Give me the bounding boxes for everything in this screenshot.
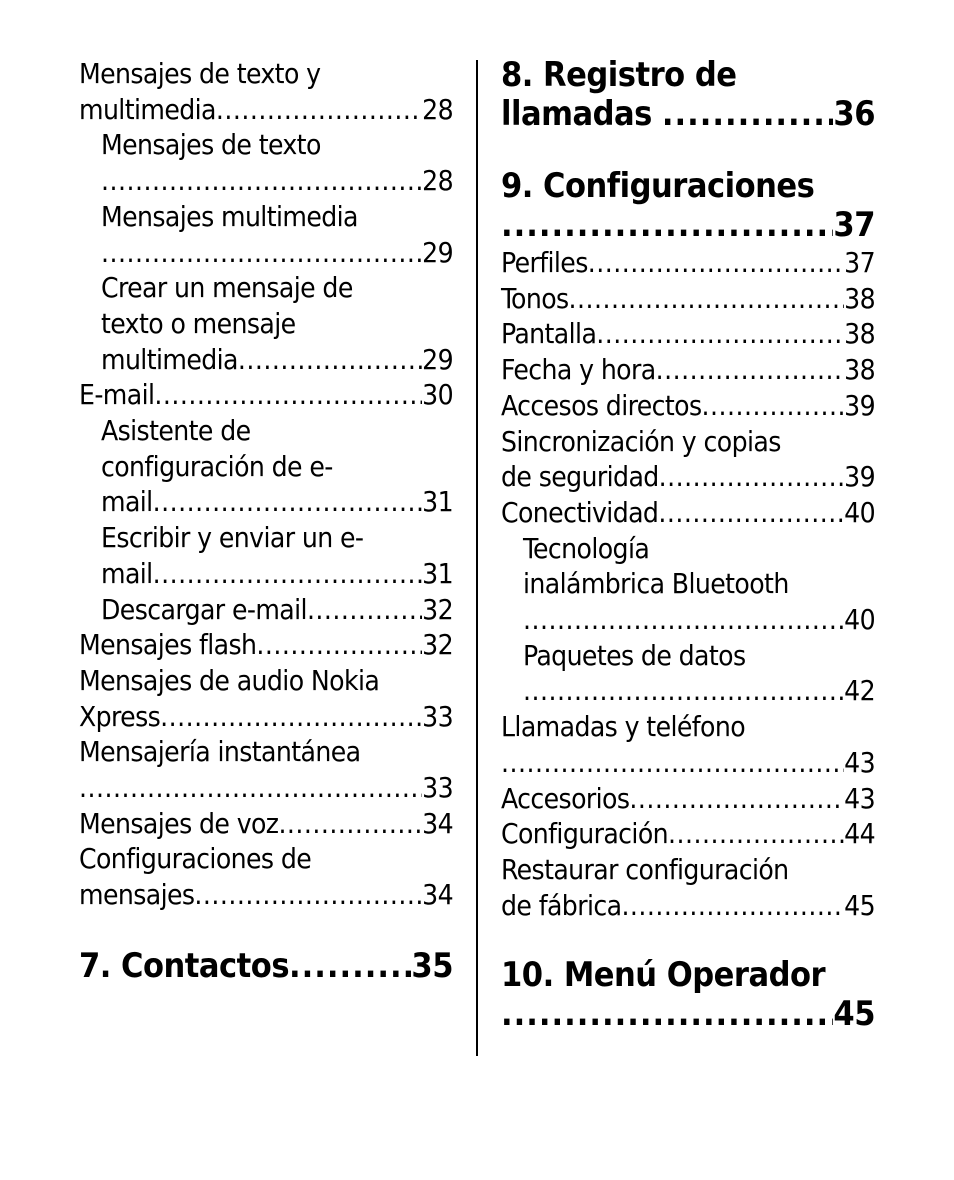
chapter-title: 7. Contactos (79, 945, 290, 986)
dot-leader (101, 235, 422, 271)
dot-leader (216, 92, 422, 128)
entry-title-line: de fábrica (501, 888, 622, 922)
toc-subentry[interactable] (501, 531, 875, 638)
page-number: 45 (844, 888, 875, 922)
chapter-heading[interactable] (501, 56, 875, 134)
dot-leader (278, 806, 422, 842)
toc-entry-list (501, 245, 875, 923)
entry-title-line: mail (101, 485, 153, 519)
entry-title-line: Mensajes multimedia (101, 199, 358, 233)
page-number: 32 (422, 628, 453, 662)
page-number: 38 (844, 317, 875, 351)
dot-leader (101, 163, 422, 199)
entry-title-line: Xpress (79, 699, 161, 733)
toc-entry[interactable] (79, 806, 453, 842)
dot-leader (596, 316, 844, 352)
dot-leader (160, 699, 422, 735)
toc-subentry[interactable] (79, 592, 453, 628)
entry-title-line: Descargar e-mail (101, 592, 307, 626)
toc-entry[interactable] (501, 388, 875, 424)
column-divider (476, 60, 478, 1056)
dot-leader (668, 816, 844, 852)
toc-entry[interactable] (501, 852, 875, 923)
entry-title-line: Perfiles (501, 246, 588, 279)
toc-entry-list (79, 56, 453, 913)
entry-title-line: mensajes (79, 878, 195, 912)
page-number: 40 (844, 495, 875, 529)
dot-leader (501, 745, 844, 781)
toc-entry[interactable] (501, 281, 875, 317)
toc-subentry[interactable] (79, 127, 453, 198)
dot-leader (662, 95, 834, 134)
page-number: 28 (422, 164, 453, 198)
toc-entry[interactable] (501, 424, 875, 495)
entry-title-line: Tecnología (523, 531, 650, 565)
dot-leader (659, 459, 844, 495)
chapter-title-continued: llamadas (501, 94, 652, 134)
chapter-heading[interactable] (79, 947, 453, 986)
entry-title-line: Configuraciones de (79, 842, 312, 876)
page-number: 42 (844, 674, 875, 708)
entry-title-line: Configuración (501, 817, 669, 851)
toc-subentry[interactable] (79, 413, 453, 520)
entry-title-line: texto o mensaje (101, 306, 296, 340)
page-number: 30 (422, 378, 453, 412)
dot-leader (289, 947, 411, 986)
dot-leader (501, 995, 833, 1034)
page-number: 28 (422, 92, 453, 126)
entry-title-line: Fecha y hora (501, 353, 656, 387)
dot-leader (238, 342, 422, 378)
entry-title-line: Mensajes de audio Nokia (79, 663, 380, 697)
toc-left-column (79, 56, 453, 986)
entry-title-line: Conectividad (501, 495, 659, 529)
dot-leader (629, 781, 844, 817)
page-number: 34 (422, 806, 453, 840)
page-number: 45 (833, 994, 875, 1035)
entry-title-line: Paquetes de datos (523, 638, 746, 672)
page-number: 39 (844, 460, 875, 494)
dot-leader (523, 602, 844, 638)
toc-entry[interactable] (79, 841, 453, 912)
dot-leader (658, 495, 844, 531)
page-number: 32 (422, 592, 453, 626)
entry-title-line: Escribir y enviar un e- (101, 521, 364, 555)
page-number: 39 (844, 388, 875, 422)
entry-title-line: mail (101, 556, 153, 590)
entry-title-line: Mensajes de voz (79, 806, 279, 840)
page-number: 43 (844, 781, 875, 815)
page-number: 29 (422, 235, 453, 269)
entry-title-line: Mensajería instantánea (79, 735, 361, 769)
toc-subentry[interactable] (79, 199, 453, 270)
dot-leader (523, 673, 844, 709)
entry-title-line: Sincronización y copias (501, 424, 781, 458)
page-number: 33 (422, 699, 453, 733)
dot-leader (79, 770, 422, 806)
dot-leader (256, 627, 422, 663)
entry-title-line: Pantalla (501, 317, 597, 351)
toc-entry[interactable] (79, 663, 453, 734)
chapter-heading[interactable] (501, 956, 875, 1034)
dot-leader (153, 484, 423, 520)
entry-title-line: Mensajes flash (79, 628, 257, 662)
toc-entry[interactable] (79, 734, 453, 805)
entry-title-line: multimedia (101, 342, 238, 376)
entry-title-line: multimedia (79, 92, 216, 126)
chapter-title: 8. Registro de (501, 55, 737, 95)
dot-leader (154, 377, 422, 413)
entry-title-line: Restaurar configuración (501, 852, 789, 886)
toc-entry[interactable] (501, 816, 875, 852)
toc-entry[interactable] (79, 56, 453, 127)
toc-entry[interactable] (501, 709, 875, 780)
dot-leader (701, 388, 844, 424)
page-number: 31 (422, 556, 453, 590)
toc-entry[interactable] (501, 245, 875, 281)
dot-leader (588, 245, 844, 281)
entry-title-line: de seguridad (501, 460, 659, 494)
toc-entry[interactable] (79, 627, 453, 663)
entry-title-line: inalámbrica Bluetooth (523, 567, 789, 601)
entry-title-line: Mensajes de texto y (79, 57, 321, 90)
entry-title-line: Llamadas y teléfono (501, 710, 746, 744)
dot-leader (569, 281, 845, 317)
toc-entry[interactable] (501, 781, 875, 817)
dot-leader (194, 877, 422, 913)
toc-subentry[interactable] (79, 520, 453, 591)
page-number: 37 (844, 246, 875, 279)
entry-title-line: E-mail (79, 378, 155, 412)
entry-title-line: Accesorios (501, 781, 630, 815)
page-number: 38 (844, 353, 875, 387)
toc-entry[interactable] (501, 352, 875, 388)
entry-title-line: Tonos (501, 281, 569, 315)
entry-title-line: Mensajes de texto (101, 128, 321, 162)
page-number: 36 (833, 94, 875, 134)
page-number: 40 (844, 603, 875, 637)
entry-title-line: Asistente de (101, 414, 251, 448)
dot-leader (307, 592, 422, 628)
toc-entry[interactable] (501, 316, 875, 352)
page-number: 33 (422, 771, 453, 805)
toc-right-column (501, 56, 875, 1034)
entry-title-line: Crear un mensaje de (101, 271, 353, 305)
entry-title-line: configuración de e- (101, 449, 333, 483)
dot-leader (621, 888, 844, 924)
toc-entry[interactable] (501, 495, 875, 531)
page-number: 43 (844, 745, 875, 779)
page-number: 29 (422, 342, 453, 376)
dot-leader (153, 556, 423, 592)
page-number: 31 (422, 485, 453, 519)
page-number: 38 (844, 281, 875, 315)
dot-leader (501, 206, 833, 245)
page-number: 44 (844, 817, 875, 851)
chapter-title: 9. Configuraciones (501, 166, 815, 206)
entry-title-line: Accesos directos (501, 388, 702, 422)
page-number: 35 (411, 945, 453, 986)
page-number: 34 (422, 878, 453, 912)
chapter-title: 10. Menú Operador (501, 955, 826, 996)
toc-entry[interactable] (79, 377, 453, 413)
chapter-heading[interactable] (501, 167, 875, 245)
page-number: 37 (833, 205, 875, 245)
dot-leader (656, 352, 845, 388)
toc-subentry[interactable] (79, 270, 453, 377)
toc-subentry[interactable] (501, 638, 875, 709)
